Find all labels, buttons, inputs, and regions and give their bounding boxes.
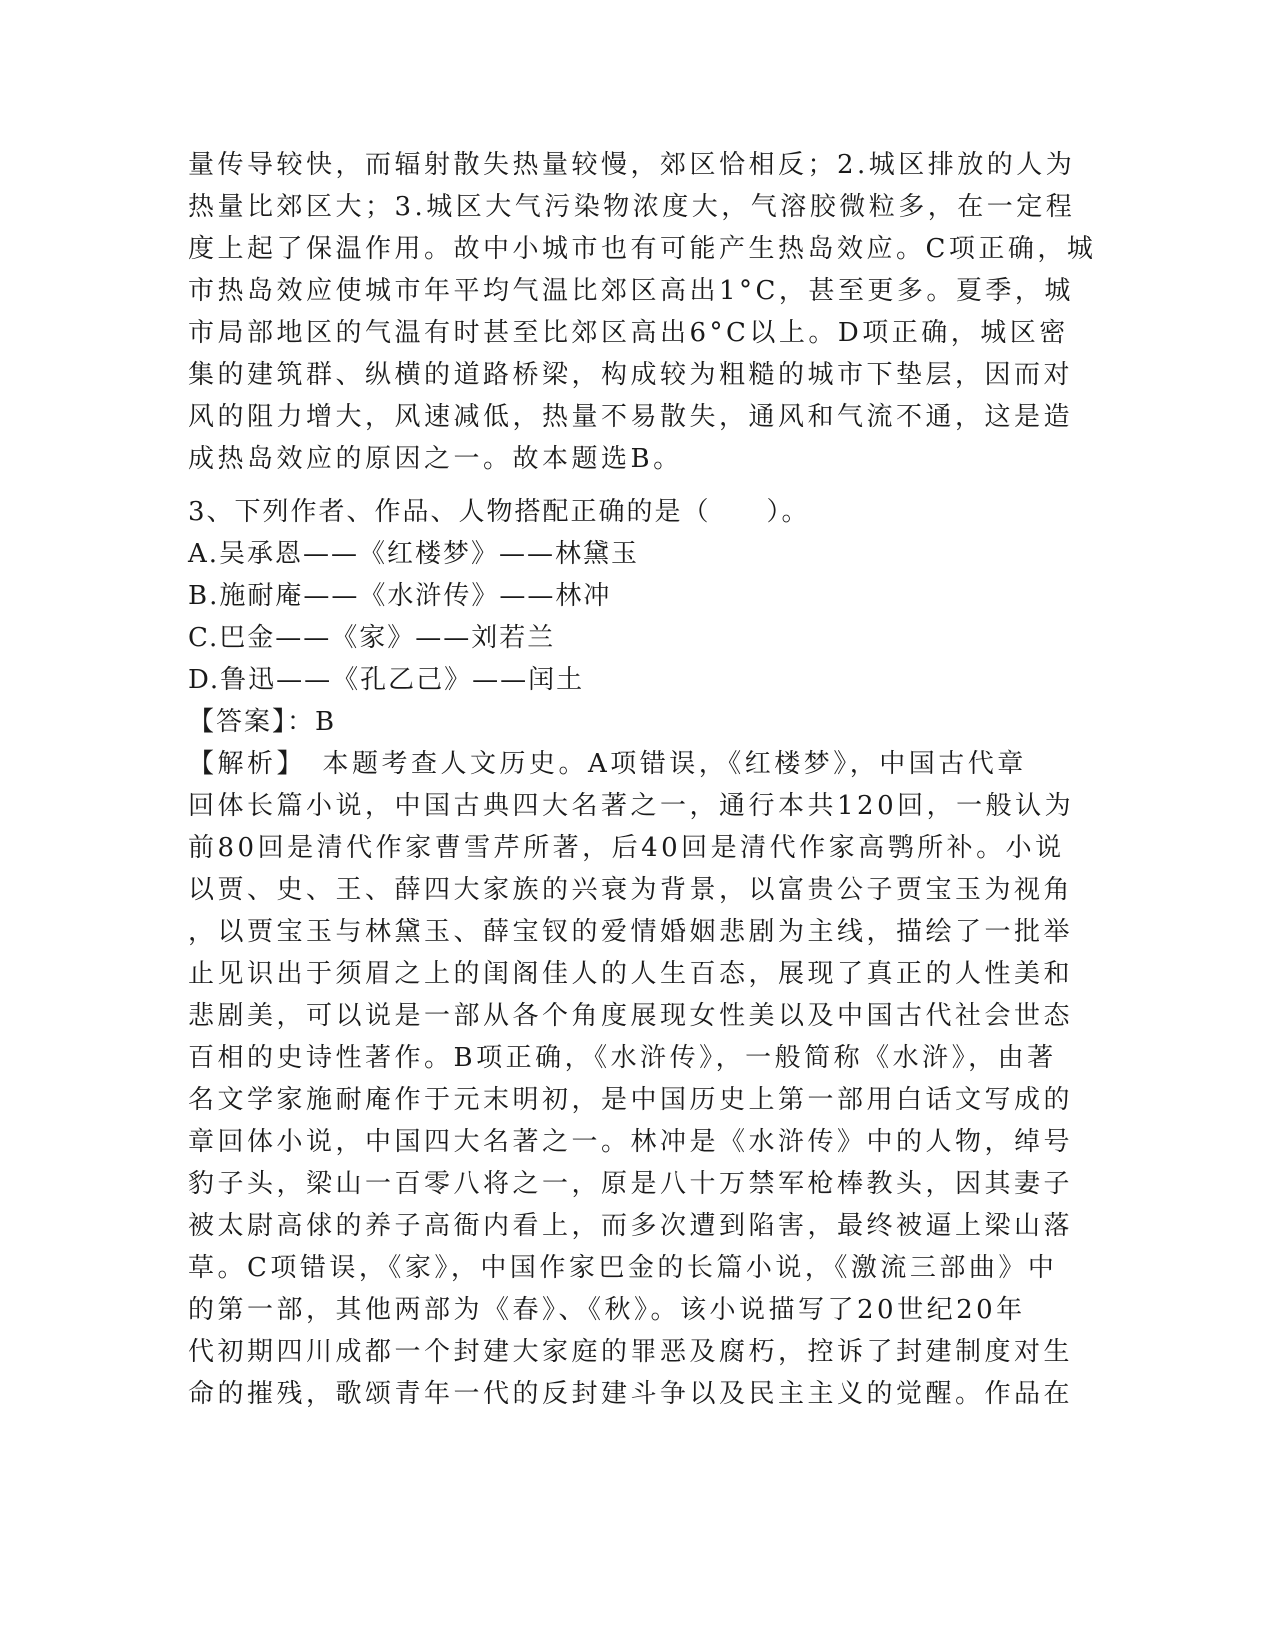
analysis-line: 被太尉高俅的养子高衙内看上，而多次遭到陷害，最终被逼上梁山落 [188, 1211, 1074, 1241]
analysis-line: 回体长篇小说，中国古典四大名著之一，通行本共120回，一般认为 [188, 791, 1075, 821]
paragraph-line: 风的阻力增大，风速减低，热量不易散失，通风和气流不通，这是造 [188, 402, 1074, 432]
analysis-line: 名文学家施耐庵作于元末明初，是中国历史上第一部用白话文写成的 [188, 1085, 1074, 1115]
paragraph-line: 量传导较快，而辐射散失热量较慢，郊区恰相反；2.城区排放的人为 [188, 150, 1076, 180]
analysis-line: 悲剧美，可以说是一部从各个角度展现女性美以及中国古代社会世态 [188, 1001, 1074, 1031]
analysis-line: 命的摧残，歌颂青年一代的反封建斗争以及民主主义的觉醒。作品在 [188, 1379, 1074, 1409]
paragraph-line: 市热岛效应使城市年平均气温比郊区高出1°C，甚至更多。夏季，城 [188, 276, 1074, 306]
analysis-line: 代初期四川成都一个封建大家庭的罪恶及腐朽，控诉了封建制度对生 [188, 1337, 1074, 1367]
analysis-line: 【解析】 本题考查人文历史。A项错误，《红楼梦》，中国古代章 [188, 749, 1027, 779]
analysis-line: 的第一部，其他两部为《春》、《秋》。该小说描写了20世纪20年 [188, 1295, 1026, 1325]
paragraph-line: 度上起了保温作用。故中小城市也有可能产生热岛效应。C项正确，城 [188, 234, 1097, 264]
analysis-line: 止见识出于须眉之上的闺阁佳人的人生百态，展现了真正的人性美和 [188, 959, 1074, 989]
analysis-line: 百相的史诗性著作。B项正确，《水浒传》，一般简称《水浒》，由著 [188, 1043, 1057, 1073]
analysis-line: 章回体小说，中国四大名著之一。林冲是《水浒传》中的人物，绰号 [188, 1127, 1074, 1157]
analysis-line: 豹子头，梁山一百零八将之一，原是八十万禁军枪棒教头，因其妻子 [188, 1169, 1074, 1199]
analysis-line: 以贾、史、王、薛四大家族的兴衰为背景，以富贵公子贾宝玉为视角 [188, 875, 1074, 905]
question-stem: 3、下列作者、作品、人物搭配正确的是（ ）。 [188, 497, 810, 527]
analysis-line: ，以贾宝玉与林黛玉、薛宝钗的爱情婚姻悲剧为主线，描绘了一批举 [188, 917, 1074, 947]
option-a: A.吴承恩——《红楼梦》——林黛玉 [188, 539, 640, 569]
option-b: B.施耐庵——《水浒传》——林冲 [188, 581, 612, 611]
analysis-line: 草。C项错误，《家》，中国作家巴金的长篇小说，《激流三部曲》中 [188, 1253, 1058, 1283]
option-d: D.鲁迅——《孔乙己》——闰土 [188, 665, 585, 695]
paragraph-line: 市局部地区的气温有时甚至比郊区高出6°C以上。D项正确，城区密 [188, 318, 1069, 348]
analysis-line: 前80回是清代作家曹雪芹所著，后40回是清代作家高鹗所补。小说 [188, 833, 1065, 863]
paragraph-line: 集的建筑群、纵横的道路桥梁，构成较为粗糙的城市下垫层，因而对 [188, 360, 1074, 390]
paragraph-line: 成热岛效应的原因之一。故本题选B。 [188, 444, 683, 474]
option-c: C.巴金——《家》——刘若兰 [188, 623, 556, 653]
paragraph-line: 热量比郊区大；3.城区大气污染物浓度大，气溶胶微粒多，在一定程 [188, 192, 1076, 222]
answer-line: 【答案】：B [188, 707, 337, 737]
